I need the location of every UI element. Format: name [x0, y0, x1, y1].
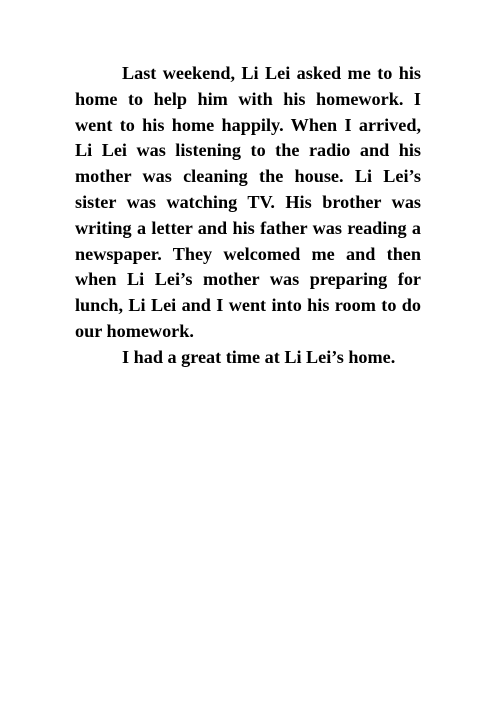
paragraph-1: Last weekend, Li Lei asked me to his home to help him with his homework. I went to his home happily. When I arrived, Li Lei was listening to the radio and his mother was cleaning the house. Li Lei’s sister was watching TV. His brother was writing a letter and his father was reading a newspaper. They welcomed me and then when Li Lei’s mother was preparing for lunch, Li Lei and I went into his room to do our homework.: [75, 63, 421, 341]
essay-body: [75, 61, 421, 371]
paragraph-2: I had a great time at Li Lei’s home.: [122, 346, 396, 367]
